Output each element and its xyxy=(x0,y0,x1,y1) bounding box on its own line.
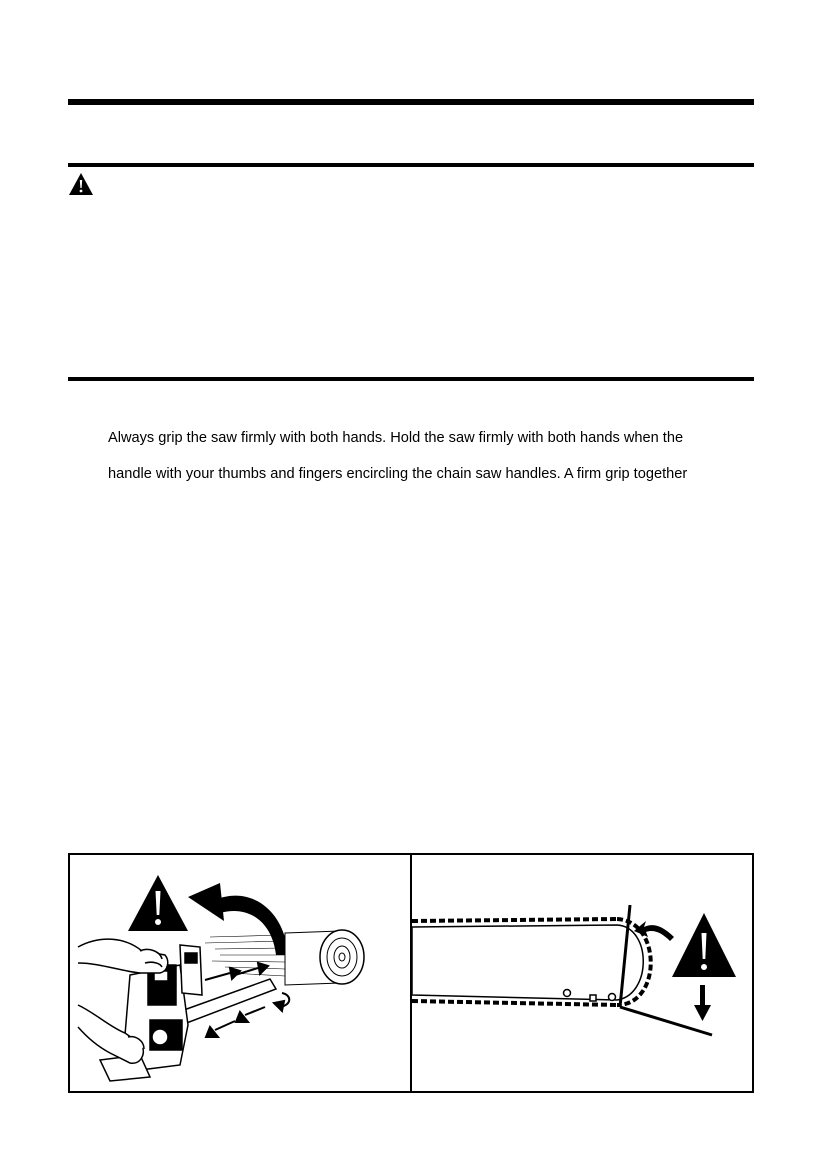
kickback-illustration-right xyxy=(412,855,752,1091)
kickback-illustration-left xyxy=(70,855,410,1091)
body-line-1: Always grip the saw firmly with both hands. Hold the saw firmly with both hands when the xyxy=(108,430,684,446)
warning-triangle-icon xyxy=(68,172,94,196)
warning-rule xyxy=(68,163,754,167)
rotation-arrow-icon xyxy=(634,921,674,941)
warning-triangle-icon xyxy=(672,913,736,977)
log-illustration xyxy=(205,930,364,985)
top-rule xyxy=(68,99,754,105)
down-arrow-icon xyxy=(694,985,711,1021)
section-rule xyxy=(68,377,754,381)
guide-bar-illustration xyxy=(412,919,651,1005)
body-line-2: handle with your thumbs and fingers encircling the chain saw handles. A firm grip together xyxy=(108,466,688,482)
kickback-arrow-icon xyxy=(188,883,288,955)
warning-triangle-icon xyxy=(128,875,188,931)
